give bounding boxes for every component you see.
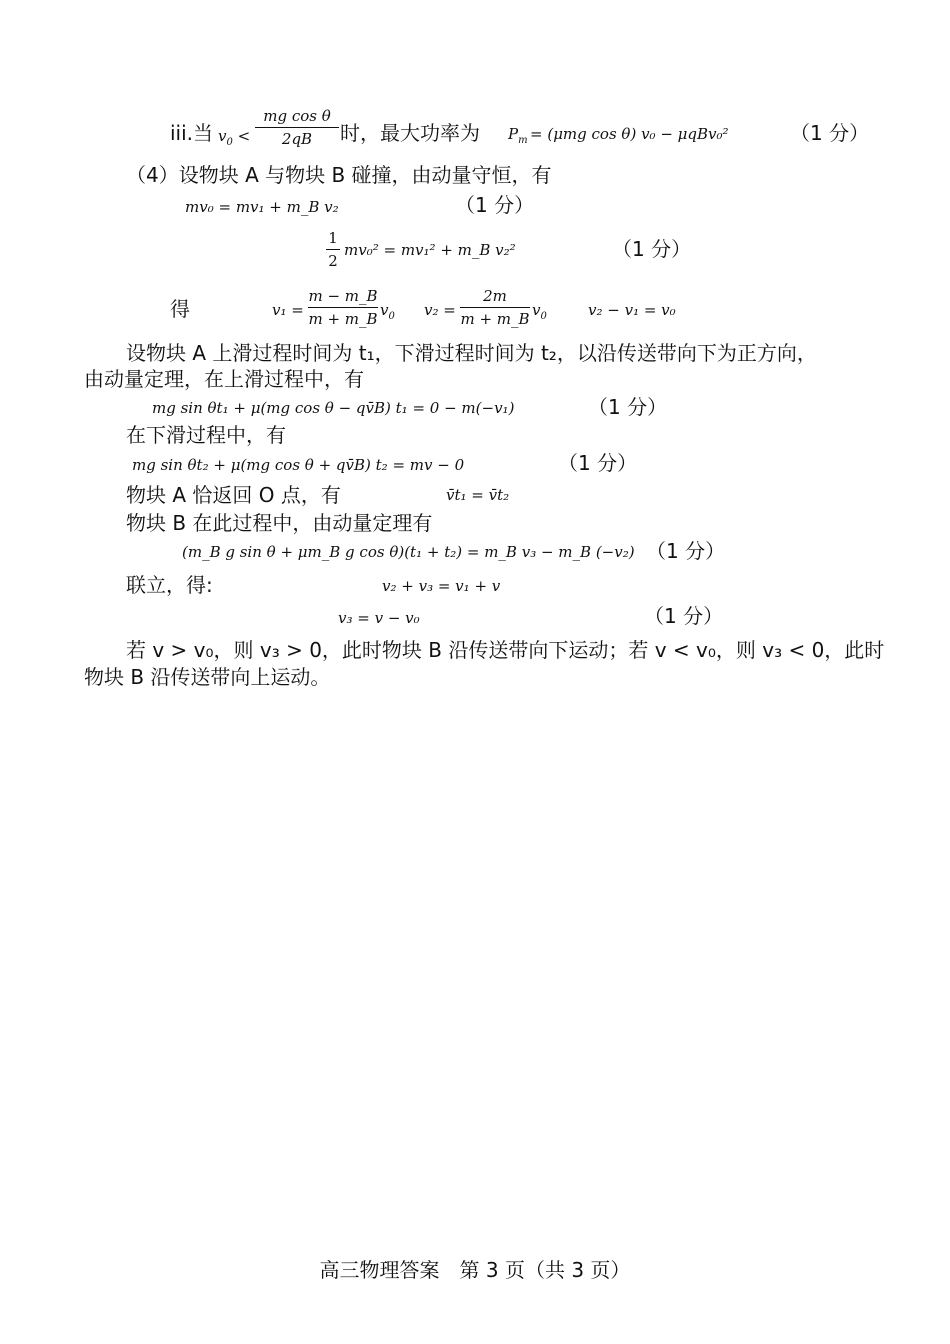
momentum-equation: mv₀ = mv₁ + m_B v₂ <box>185 198 339 216</box>
combine-equation: v₂ + v₃ = v₁ + v <box>382 577 501 595</box>
b-equation: (m_B g sin θ + μm_B g cos θ)(t₁ + t₂) = m_B v₃ − m_B (−v₂) <box>182 543 635 561</box>
b-label: 物块 B 在此过程中，由动量定理有 <box>126 511 433 535</box>
case3-power-equation: = (μmg cos θ) v₀ − μqBv₀² <box>530 125 729 143</box>
case3-v0: $v_0$ < <box>218 127 251 148</box>
down-label: 在下滑过程中，有 <box>126 423 286 447</box>
v3-equation: v₃ = v − v₀ <box>338 609 420 627</box>
case3-mid: 时，最大功率为 <box>340 121 480 145</box>
case3-fraction-numerator: mg cos θ <box>263 107 331 125</box>
v2-v0: $v_0$ <box>532 301 547 322</box>
score-1: （1 分） <box>790 121 870 145</box>
score-3: （1 分） <box>612 237 692 261</box>
result-v1-lhs: v₁ = <box>272 301 304 319</box>
combine-label: 联立，得: <box>126 573 213 597</box>
score-6: （1 分） <box>646 539 726 563</box>
set-time-line-1: 设物块 A 上滑过程时间为 t₁，下滑过程时间为 t₂，以沿传送带向下为正方向， <box>126 341 817 365</box>
v1-fraction: m − m_B m + m_B <box>308 287 378 328</box>
score-2: （1 分） <box>455 193 535 217</box>
page-footer: 高三物理答案 第 3 页（共 3 页） <box>319 1258 631 1282</box>
energy-equation: mv₀² = mv₁² + m_B v₂² <box>344 241 516 259</box>
return-equation: v̄t₁ = v̄t₂ <box>446 486 510 504</box>
return-label: 物块 A 恰返回 O 点，有 <box>126 483 341 507</box>
v2-fraction: 2m m + m_B <box>460 287 530 328</box>
result-v2-lhs: v₂ = <box>424 301 456 319</box>
result-difference: v₂ − v₁ = v₀ <box>588 301 676 319</box>
part4-intro: （4）设物块 A 与物块 B 碰撞，由动量守恒，有 <box>126 163 552 187</box>
down-equation: mg sin θt₂ + μ(mg cos θ + qv̄B) t₂ = mv − 0 <box>132 456 465 474</box>
case3-fraction-denominator: 2qB <box>281 130 313 148</box>
conclusion-line-2: 物块 B 沿传送带向上运动。 <box>84 665 331 689</box>
conclusion-line-1: 若 v > v₀，则 v₃ > 0，此时物块 B 沿传送带向下运动；若 v < v₀，则 v₃ < 0，此时 <box>126 638 885 662</box>
score-4: （1 分） <box>588 395 668 419</box>
up-equation: mg sin θt₁ + μ(mg cos θ − qv̄B) t₁ = 0 − m(−v₁) <box>152 399 515 417</box>
score-7: （1 分） <box>644 604 724 628</box>
case3-pm: $P_m$ <box>508 125 528 146</box>
case3-fraction <box>255 106 339 149</box>
case3-prefix: iii.当 <box>170 121 214 145</box>
result-label: 得 <box>170 297 190 321</box>
half-fraction-1: 1 2 <box>326 228 340 271</box>
set-time-line-2: 由动量定理，在上滑过程中，有 <box>84 367 364 391</box>
score-5: （1 分） <box>558 451 638 475</box>
v1-v0: $v_0$ <box>380 301 395 322</box>
